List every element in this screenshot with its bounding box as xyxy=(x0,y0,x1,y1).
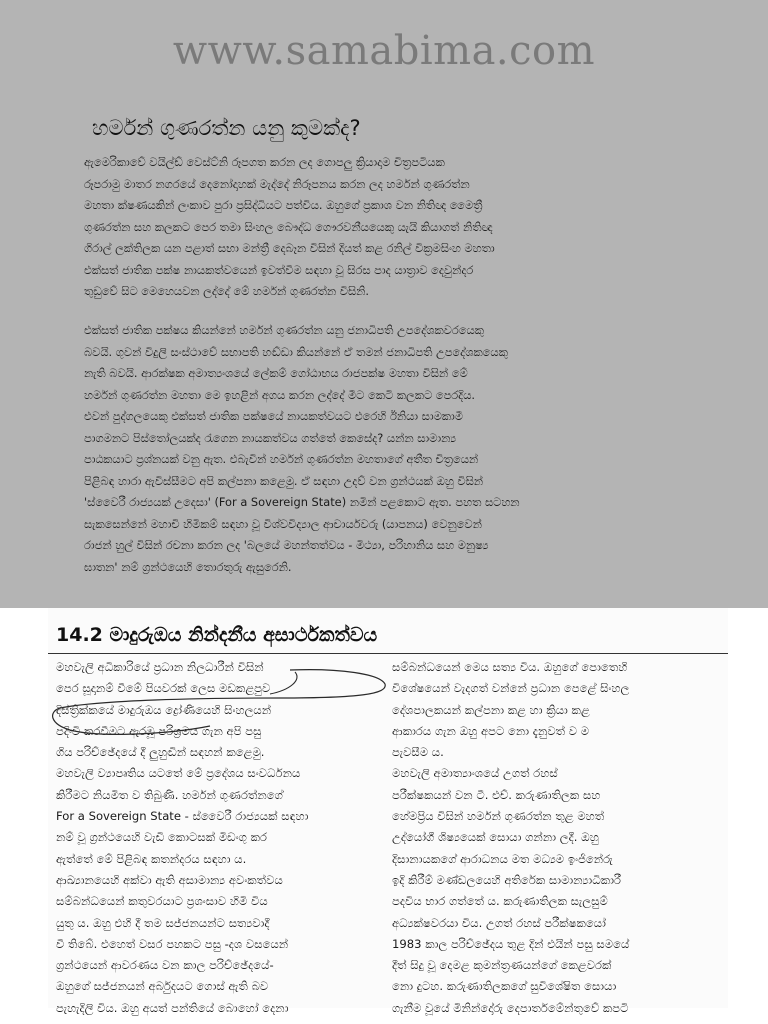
website-watermark: www.samabima.com xyxy=(172,28,596,74)
article-paragraph-2: එක්සත් ජාතික පක්ෂය කියන්නේ හර්මන් ගුණරත්න යනු ජනාධිපති උපදේශකවරයෙකු බවයි. ගුවන් විදුලි සංස්ථාවේ සභාපති හඬ්ඩා කියන්නේ ඒ තමන් ජනාධිපති උපදේශකයෙකු නැති බවයි. ආරක්ෂක අමාත්‍යංශයේ ලේකම් ගෝඨාභය රාජපක්ෂ මහතා විසින් මේ හර්මන් ගුණරත්න මහතා මෙ ඉහළින් අගය කරන ලද්දේ මීට කෙටි කලකට පෙරදිය. එවන් පුද්ගලයෙකු එක්සත් ජාතික පක්ෂයේ නායකත්වයට එරෙහි ඊනියා සාමකාමී පාගමනට පිස්තෝලයක්ද රැගෙන නායකත්වය ගත්තේ කෙසේද? යන්න සාමාන්‍ය පාඨකයාට ප්‍රශ්නයක් වනු ඇත. එබැවින් හර්මන් ගුණරත්න මහතාගේ අතීත චිත්‍රයෙන් පිළිබඳ හාරා ඇවිස්සීමට අපි කල්පනා කළෙමු. ඒ සඳහා උදව් වන ග්‍රන්ථයක් ඔහු විසින් 'ස්වෛරී රාජ්‍යයක් උදෙසා' (For a Sovereign State) නමින් පළකොට ඇත. පහත සටහන සැකසෙන්නේ මහාචි හිමිකම් සඳහා වූ විශ්වවිද්‍යාල ආචාර්යවරු (යාපනය) වෙනුවෙන් රාජන් හුල් විසින් රචනා කරන ලද 'බලයේ මහන්තත්වය - මිථ්‍යා, පරිහානිය සහ මනුෂ්‍ය ඝාතන' නම් ග්‍රන්ථයෙහි තොරතුරු ඇසුරෙනි. xyxy=(84,323,520,574)
book-right-column: සම්බන්ධයෙන් මෙය සත්‍ය විය. ඔහුගේ පොතෙහි විශේෂයෙන් වැදගත් වන්නේ ප්‍රධාන පෙළේ සිංහල දේශපාලකයන් කල්පනා කළ හා ක්‍රියා කළ ආකාරය ගැන ඔහු අපට නො දැනුවත් ව ම පැවසීම ය. මහවැලි අමාත්‍යාංශයේ උගත් රහස් පරීක්ෂකයන් වන ටී. එච්. කරුණාතිලක සහ හේමප්‍රිය විසින් හර්මන් ගුණරත්න තුළ මහත් උද්යෝගී ශිෂ්‍යයෙක් සොයා ගන්නා ලදී. ඔහු දිසානායකගේ ආරාධනය මත මධ්‍යම ඉංජිනේරු ඉදි කිරීම් මණ්ඩලයෙහි අතිරේක සාමාන්‍යාධිකාරී පදවිය භාර ගත්තේ ය. කරුණාතිලක සැලසුම් අධ්‍යක්ෂවරයා විය. උගත් රහස් පරීක්ෂකයෝ 1983 කාල පරිච්ඡේදය තුළ දින් එයින් පසු සමයේ දීත් සිදු වූ දෙමළ කුමන්ත්‍රණයන්ගේ කෙළවරක් නො දුටහ. කරුණාතිලකගේ සුවිශේෂිත සොයා ගැනීම වූයේ මිනින්දෝරු දෙපාර්තමේන්තුවේ කපටි xyxy=(392,660,630,1015)
section-heading: 14.2 මාදුරුඔය නින්දනීය අසාර්ථකත්වය xyxy=(56,624,378,646)
article-paragraph-1: ඇමෙරිකාවේ වයිල්ඩ් වෙස්ට්නි රූපගත කරන ලද ගොපලු ක්‍රියාදාම චිත්‍රපටියක රූපරාමු මාතර නගරයේ දෙනෝදාහක් මැද්දේ නිරූපනය කරන ලද හර්මන් ගුණරත්න මහතා ක්ෂණයකින් ලංකාව පුරා ප්‍රසිද්ධියට පත්විය. ඔහුගේ ප්‍රකාශ වන නිතිඥ මෛත්‍රී ගුණරත්න සහ කලකට පෙර තමා සිංහල බෞද්ධ ගෞරවනීයයෙකු යැයි කියාගත් නිතිඥ ගිරාල් ලක්තිලක යන පළාත් සභා මන්ත්‍රී දෙබෑන විසින් දියත් කළ රනිල් වික්‍රමසිංහ මහතා එක්සත් ජාතික පක්ෂ නායකත්වයෙන් ඉවත්වීම සඳහා වූ සිරස පාද යාත්‍රාව දෙවුන්දර තුඩුවේ සිට මෙහෙයවන ලද්දේ මේ හර්මන් ගුණරත්න විසිනි. xyxy=(84,155,495,298)
article-title: හර්මන් ගුණරත්න යනු කුමක්ද? xyxy=(92,116,361,140)
book-left-column: මහවැලි අධිකාරියේ ප්‍රධාන නිලධාරීන් විසින් පෙර සූදානම් වීමේ පියවරක් ලෙස මඩකළපුව දිස්ත්‍රික්කයේ මාදුරුඔය ද්‍රෝණියෙහි සිංහලයන් පදිංචි කරවීමට ඇරඹූ පරිශ්‍රමය ගැන අපි පසු ගිය පරිච්ඡේදයේ දී ලුහුඬින් සඳහන් කළෙමු. මහවැලි ව්‍යාපෘතිය යටතේ මේ ප්‍රදේශය සංවර්ධනය කිරීමට නියමිත ව තිබුණි. හර්මන් ගුණරත්නගේ For a Sovereign State - ස්වෛරී රාජ්‍යයක් සඳහා නම් වූ ග්‍රන්ථයෙහි වැඩි කොටසක් මිඩංගු කර ඇත්තේ මේ පිළිබඳ කතන්දරය සඳහා ය. ආඛ්‍යානයෙහි අක්වා ඇති අසාමාන්‍ය අවංකත්වය සම්බන්ධයෙන් කතුවරයාට ප්‍රශංසාව හිමි විය යුතු ය. ඔහු එහි දී තම සජ්ජනයන්ට සත්‍යවාදී වී තිබේ. එහෙත් වසර පහකට පසු -දශ වසයෙන් ග්‍රන්ථයෙන් ආවරණය වන කාල පරිච්ඡේදයේ- ඔහුගේ සජ්ජනයන් අර්බුදයට ගොස් ඇති බව පැහැදිලි විය. ඔහු අයත් පන්තියේ බොහෝ දෙනා xyxy=(56,660,309,1015)
